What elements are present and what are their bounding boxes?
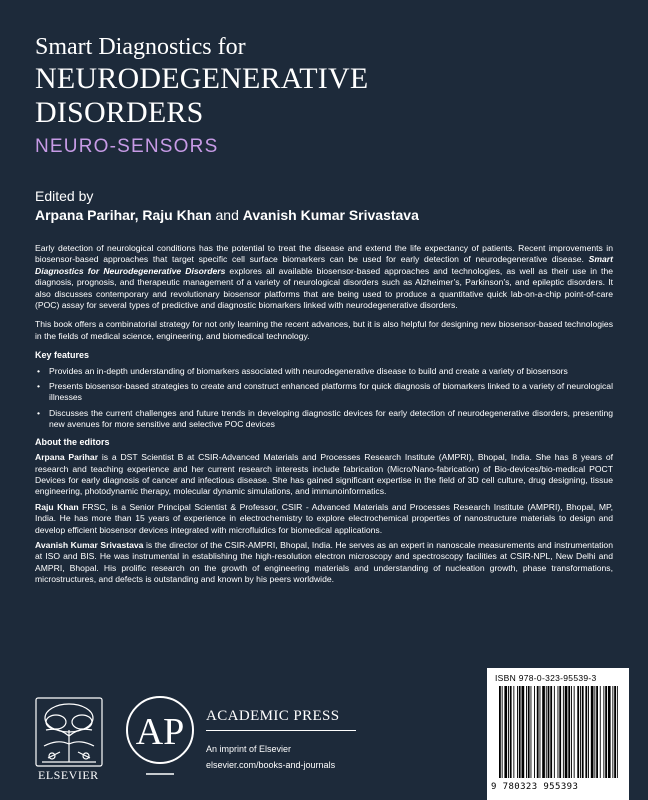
key-feature-text: Discusses the current challenges and future trends in developing diagnostic devices for early detection of neurodegenerative disorders, presenting new avenues for more sensitive and selective POC devices [49,407,613,430]
barcode-bar [568,686,570,778]
blurb-text [35,243,613,590]
barcode-bar [582,686,584,778]
editor-names-and: and [211,207,243,223]
barcode-bar [591,686,594,778]
barcode-bar [559,686,561,778]
subtitle: NEURO-SENSORS [35,136,219,157]
barcode-bar [596,686,598,778]
editor-names [35,205,625,225]
description-paragraph-2: This book offers a combinatorial strategy for not only learning the recent advances, but it is also helpful for designing new biosensor-based technologies in the fields of medical science, engineering, and biomedical technology. [35,319,613,341]
editor-bio [35,540,613,586]
edited-by-label: Edited by [35,188,94,204]
publisher-imprint: An imprint of Elsevier [206,744,292,754]
barcode-bar [510,686,512,778]
barcode-bar [580,686,581,778]
barcode-bar [612,686,613,778]
editor-bio-name: Avanish Kumar Srivastava [35,539,144,550]
editor-bio [35,452,613,498]
barcode-bar [522,686,525,778]
editor-bio-text: is the director of the CSIR-AMPRI, Bhopal, India. He serves as an expert in nanoscale measurements and instrumentation at ISO and BIS. He was instrumental in establishing the high-resolution electron microscopy and spectroscopy facilities at CSIR-NPL, New Delhi and AMPRI, Bhopal. His prolific research on the growth of engineering materials and understanding of nucleation growth, phase transformations, microstructures, and defects is outstanding and known by his peers worldwide. [35,539,613,585]
barcode-bar [605,686,607,778]
barcode-bar [585,686,587,778]
bullet-icon: • [37,407,41,418]
barcode-bar [577,686,579,778]
isbn-label: ISBN 978-0-323-95539-3 [495,673,597,683]
barcode-bar [608,686,611,778]
barcode-bar [499,686,501,778]
publisher-url: elsevier.com/books-and-journals [206,760,336,770]
elsevier-tree-icon [34,696,104,768]
barcode-bar [526,686,527,778]
publisher-logos [20,690,440,790]
key-feature-item [35,381,613,404]
editor-bio-text: is a DST Scientist B at CSIR-Advanced Materials and Processes Research Institute (AMPRI), Bhopal, India. She has 8 years of research and teaching experience and her current research interests include fabrication (Micro/Nano-fabrication) of Bio-devices/bio-medical POCT Devices for early diagnosis of cancer and infectious disease. She has gained significant expertise in the field of 3D cell culture, drug designing, tissue engineering, photodynamic therapy, molecular dynamic simulations, and immunoinformatics. [35,452,614,497]
barcode-bar [548,686,550,778]
barcode-bar [571,686,572,778]
barcode-icon [495,686,621,782]
barcode-bar [554,686,555,778]
barcode-bar [603,686,604,778]
title-line-2: NEURODEGENERATIVE [35,62,369,95]
book-header [35,32,625,158]
ap-logo-letters: AP [135,711,185,753]
barcode-bar [594,686,595,778]
key-feature-text: Provides an in-depth understanding of biomarkers associated with neurodegenerative disease to build and create a variety of biosensors [49,365,568,376]
title-line-1: Smart Diagnostics for [35,34,246,60]
barcode-bar [550,686,552,778]
barcode-bar [600,686,601,778]
academic-press-name: ACADEMIC PRESS [206,708,340,724]
barcode-bar [574,686,575,778]
key-features-title: Key features [35,350,90,361]
academic-press-logo-icon [124,690,196,784]
editor-bio-name: Arpana Parihar [35,452,99,463]
barcode-bar [563,686,564,778]
barcode-bar [534,686,535,778]
key-feature-item [35,366,613,377]
barcode-bar [546,686,547,778]
barcode-bar [614,686,616,778]
barcode-bar [513,686,514,778]
description-paragraph-1 [35,243,613,311]
editor-bio-name: Raju Khan [35,501,79,512]
editor-names-part2: Avanish Kumar Srivastava [242,207,419,223]
barcode-bar [528,686,530,778]
publisher-divider [206,730,356,731]
bullet-icon: • [37,381,41,392]
barcode-bar [519,686,521,778]
barcode-bar [558,686,559,778]
barcode-bar [504,686,507,778]
barcode-bar [502,686,503,778]
editor-names-part1: Arpana Parihar, Raju Khan [35,207,212,223]
description-p1-c: explores all available biosensor-based approaches and technologies, as well as their use in the diagnosis, prognosis, and therapeutic management of a variety of neurological disorders such as Alzheimer’s, Parkinson’s, and epileptic disorders. It also discusses contemporary and revolutionary biosensor platforms that are being used to produce a quantitative quick lab-on-a-chip point-of-care (POC) assay for several types of predictive and diagnostic biomarkers linked with neurodegenerative disorders. [35,265,613,311]
barcode-bar [540,686,541,778]
elsevier-wordmark: ELSEVIER [38,768,99,782]
barcode-panel [487,668,629,800]
key-features-list [35,366,613,431]
editor-bio-text: FRSC, is a Senior Principal Scientist & Professor, CSIR - Advanced Materials and Processes Research Institute (AMPRI), Bhopal, MP, India. He has more than 15 years of experience in electrochemistry to explore electrochemical properties of nanostructure materials to design and develop efficient biosensor devices integrated with microfluidics for biomedical applications. [35,501,614,535]
barcode-bar [588,686,589,778]
key-feature-text: Presents biosensor-based strategies to create and construct enhanced platforms for quick diagnosis of biomarkers linked to a variety of neurological illnesses [49,381,613,403]
about-editors-title: About the editors [35,436,110,447]
barcode-bar [508,686,509,778]
bullet-icon: • [37,365,41,376]
description-book-title: Smart Diagnostics for Neurodegenerative Disorders [35,254,613,276]
description-p1-a: Early detection of neurological conditions has the potential to treat the disease and extend the life expectancy of patients. Recent improvements in biosensor-based approaches that target specific cell surface biomarkers can be used for early detection of neurodegenerative disease. [35,243,613,265]
editors-block [35,187,625,225]
barcode-bar [531,686,532,778]
barcode-bar [517,686,518,778]
barcode-bar [537,686,539,778]
key-feature-item [35,408,613,431]
barcode-digits: 9 780323 955393 [491,782,579,792]
barcode-bar [617,686,618,778]
barcode-bar [565,686,568,778]
barcode-bar [542,686,545,778]
editor-bio [35,502,613,536]
title-line-3: DISORDERS [35,96,204,129]
